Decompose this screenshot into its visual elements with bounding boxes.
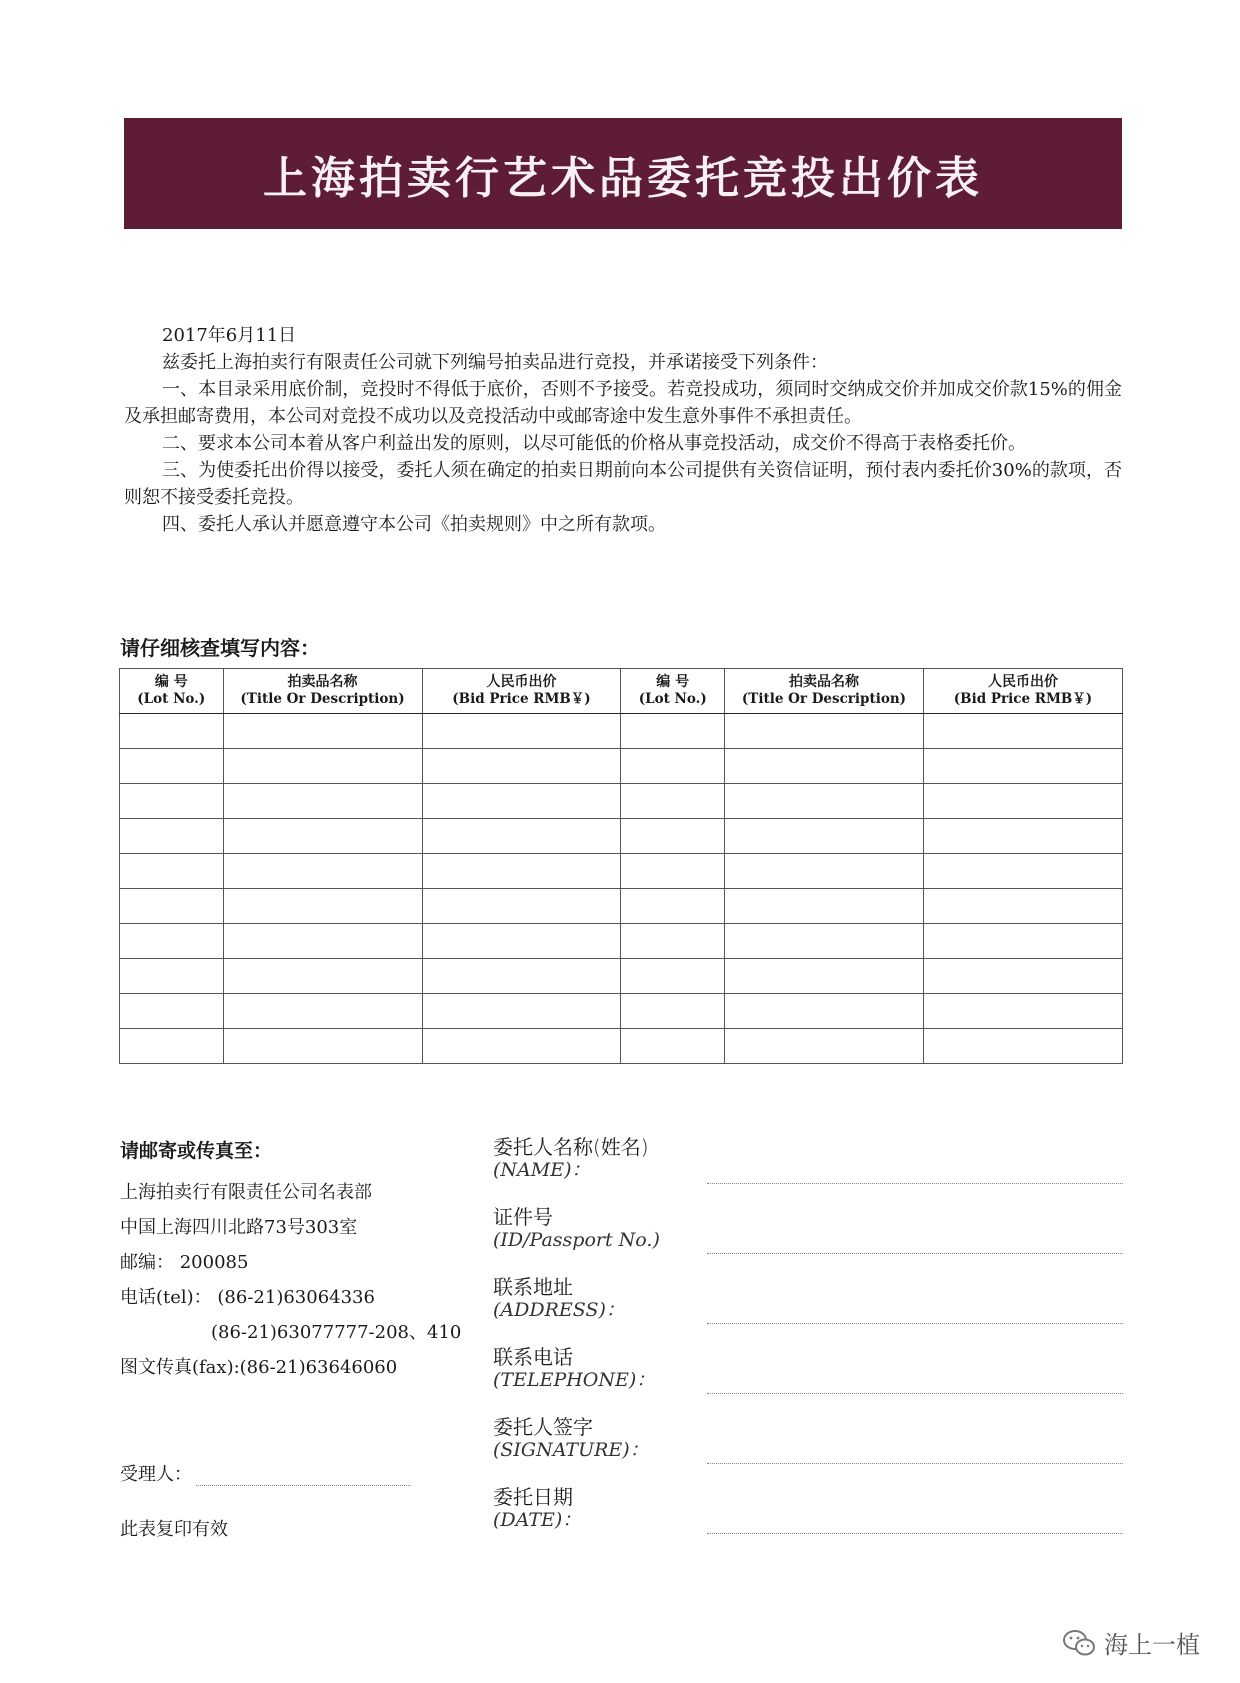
table-cell[interactable]	[120, 889, 224, 924]
field-id-label-en: (ID/Passport No.)	[493, 1229, 660, 1251]
field-date-line[interactable]	[707, 1533, 1123, 1534]
table-cell[interactable]	[621, 784, 725, 819]
table-cell[interactable]	[923, 889, 1122, 924]
mailing-fax: 图文传真(fax):(86-21)63646060	[120, 1357, 398, 1378]
header-bid-price: 人民币出价 (Bid Price RMB￥)	[422, 669, 621, 714]
field-address	[493, 1275, 1123, 1345]
bid-table	[119, 668, 1123, 1064]
field-name-label-en: (NAME)：	[493, 1159, 591, 1181]
copy-valid-note: 此表复印有效	[120, 1519, 228, 1540]
table-cell[interactable]	[725, 1029, 924, 1064]
table-row	[120, 714, 1123, 749]
table-cell[interactable]	[621, 819, 725, 854]
title-banner	[124, 118, 1122, 229]
mailing-address: 中国上海四川北路73号303室	[120, 1217, 358, 1238]
field-signature-line[interactable]	[707, 1463, 1123, 1464]
field-telephone-label: 联系电话	[493, 1345, 573, 1369]
watermark	[1062, 1625, 1200, 1660]
table-row	[120, 854, 1123, 889]
mailing-info	[120, 1136, 480, 1385]
table-cell[interactable]	[422, 959, 621, 994]
table-cell[interactable]	[621, 959, 725, 994]
terms-clause-4: 四、委托人承认并愿意遵守本公司《拍卖规则》中之所有款项。	[162, 514, 666, 535]
header-title-2: 拍卖品名称 (Title Or Description)	[725, 669, 924, 714]
wechat-icon	[1062, 1629, 1096, 1657]
table-cell[interactable]	[422, 749, 621, 784]
table-cell[interactable]	[725, 714, 924, 749]
table-cell[interactable]	[120, 854, 224, 889]
header-bid-price-2: 人民币出价 (Bid Price RMB￥)	[923, 669, 1122, 714]
table-cell[interactable]	[422, 1029, 621, 1064]
page-title: 上海拍卖行艺术品委托竞投出价表	[263, 152, 983, 204]
table-cell[interactable]	[223, 994, 422, 1029]
table-cell[interactable]	[725, 994, 924, 1029]
field-signature	[493, 1415, 1123, 1485]
table-cell[interactable]	[120, 784, 224, 819]
table-cell[interactable]	[422, 994, 621, 1029]
table-cell[interactable]	[923, 784, 1122, 819]
header-lot-no: 编 号 (Lot No.)	[120, 669, 224, 714]
table-cell[interactable]	[120, 819, 224, 854]
table-cell[interactable]	[120, 994, 224, 1029]
mailing-postcode: 邮编： 200085	[120, 1252, 249, 1273]
table-cell[interactable]	[120, 959, 224, 994]
table-cell[interactable]	[725, 784, 924, 819]
header-title: 拍卖品名称 (Title Or Description)	[223, 669, 422, 714]
table-row	[120, 1029, 1123, 1064]
table-row	[120, 784, 1123, 819]
table-cell[interactable]	[223, 714, 422, 749]
table-cell[interactable]	[923, 1029, 1122, 1064]
table-cell[interactable]	[422, 714, 621, 749]
table-cell[interactable]	[621, 854, 725, 889]
table-cell[interactable]	[621, 924, 725, 959]
table-cell[interactable]	[120, 714, 224, 749]
table-cell[interactable]	[223, 889, 422, 924]
field-address-label-en: (ADDRESS)：	[493, 1299, 625, 1321]
table-cell[interactable]	[120, 924, 224, 959]
table-cell[interactable]	[725, 819, 924, 854]
table-row	[120, 959, 1123, 994]
mailing-title: 请邮寄或传真至：	[120, 1140, 273, 1162]
table-cell[interactable]	[120, 749, 224, 784]
field-telephone	[493, 1345, 1123, 1415]
table-cell[interactable]	[621, 1029, 725, 1064]
terms-clause-1: 一、本目录采用底价制，竞投时不得低于底价，否则不予接受。若竞投成功，须同时交纳成交价并加成交价款15%的佣金及承担邮寄费用，本公司对竞投不成功以及竞投活动中或邮寄途中发生意外事件不承担责任。	[124, 379, 1122, 427]
table-row	[120, 994, 1123, 1029]
header-lot-no-2: 编 号 (Lot No.)	[621, 669, 725, 714]
field-name-line[interactable]	[707, 1183, 1123, 1184]
mailing-tel-2: (86-21)63077777-208、410	[211, 1322, 462, 1343]
client-fields	[493, 1135, 1123, 1555]
mailing-company: 上海拍卖行有限责任公司名表部	[120, 1182, 372, 1203]
table-cell[interactable]	[422, 854, 621, 889]
table-row	[120, 749, 1123, 784]
terms-section	[124, 322, 1122, 538]
field-address-line[interactable]	[707, 1323, 1123, 1324]
table-cell[interactable]	[923, 994, 1122, 1029]
table-row	[120, 819, 1123, 854]
table-cell[interactable]	[223, 854, 422, 889]
receiver-field	[120, 1460, 411, 1486]
field-name-label: 委托人名称(姓名)	[493, 1135, 649, 1159]
field-id-line[interactable]	[707, 1253, 1123, 1254]
table-row	[120, 924, 1123, 959]
field-date	[493, 1485, 1123, 1555]
table-cell[interactable]	[621, 714, 725, 749]
field-signature-label: 委托人签字	[493, 1415, 593, 1439]
field-date-label: 委托日期	[493, 1485, 573, 1509]
table-cell[interactable]	[223, 959, 422, 994]
table-cell[interactable]	[223, 749, 422, 784]
table-cell[interactable]	[621, 889, 725, 924]
field-telephone-label-en: (TELEPHONE)：	[493, 1369, 656, 1391]
terms-lead: 兹委托上海拍卖行有限责任公司就下列编号拍卖品进行竞投，并承诺接受下列条件：	[162, 352, 828, 373]
mailing-tel: 电话(tel)： (86-21)63064336	[120, 1287, 375, 1308]
table-cell[interactable]	[923, 749, 1122, 784]
table-cell[interactable]	[223, 784, 422, 819]
table-cell[interactable]	[120, 1029, 224, 1064]
field-id	[493, 1205, 1123, 1275]
check-instruction: 请仔细核查填写内容：	[120, 636, 320, 660]
field-name	[493, 1135, 1123, 1205]
table-cell[interactable]	[422, 889, 621, 924]
field-date-label-en: (DATE)：	[493, 1509, 582, 1531]
table-cell[interactable]	[422, 784, 621, 819]
field-telephone-line[interactable]	[707, 1393, 1123, 1394]
table-cell[interactable]	[923, 924, 1122, 959]
field-address-label: 联系地址	[493, 1275, 573, 1299]
table-cell[interactable]	[725, 959, 924, 994]
table-cell[interactable]	[725, 854, 924, 889]
table-cell[interactable]	[223, 1029, 422, 1064]
receiver-label: 受理人：	[120, 1464, 192, 1485]
field-signature-label-en: (SIGNATURE)：	[493, 1439, 649, 1461]
table-cell[interactable]	[725, 889, 924, 924]
table-cell[interactable]	[621, 994, 725, 1029]
table-cell[interactable]	[725, 749, 924, 784]
watermark-text: 海上一植	[1104, 1631, 1200, 1659]
table-cell[interactable]	[422, 819, 621, 854]
table-row	[120, 889, 1123, 924]
terms-clause-3: 三、为使委托出价得以接受，委托人须在确定的拍卖日期前向本公司提供有关资信证明，预付表内委托价30%的款项，否则恕不接受委托竞投。	[124, 460, 1122, 508]
table-cell[interactable]	[923, 819, 1122, 854]
terms-clause-2: 二、要求本公司本着从客户利益出发的原则，以尽可能低的价格从事竞投活动，成交价不得高于表格委托价。	[162, 433, 1026, 454]
table-cell[interactable]	[621, 749, 725, 784]
table-cell[interactable]	[923, 854, 1122, 889]
bid-table-header	[120, 669, 1123, 714]
receiver-line[interactable]	[196, 1465, 411, 1486]
table-cell[interactable]	[422, 924, 621, 959]
table-cell[interactable]	[725, 924, 924, 959]
field-id-label: 证件号	[493, 1205, 553, 1229]
table-cell[interactable]	[223, 924, 422, 959]
table-cell[interactable]	[223, 819, 422, 854]
table-cell[interactable]	[923, 714, 1122, 749]
table-cell[interactable]	[923, 959, 1122, 994]
form-date: 2017年6月11日	[162, 325, 297, 346]
